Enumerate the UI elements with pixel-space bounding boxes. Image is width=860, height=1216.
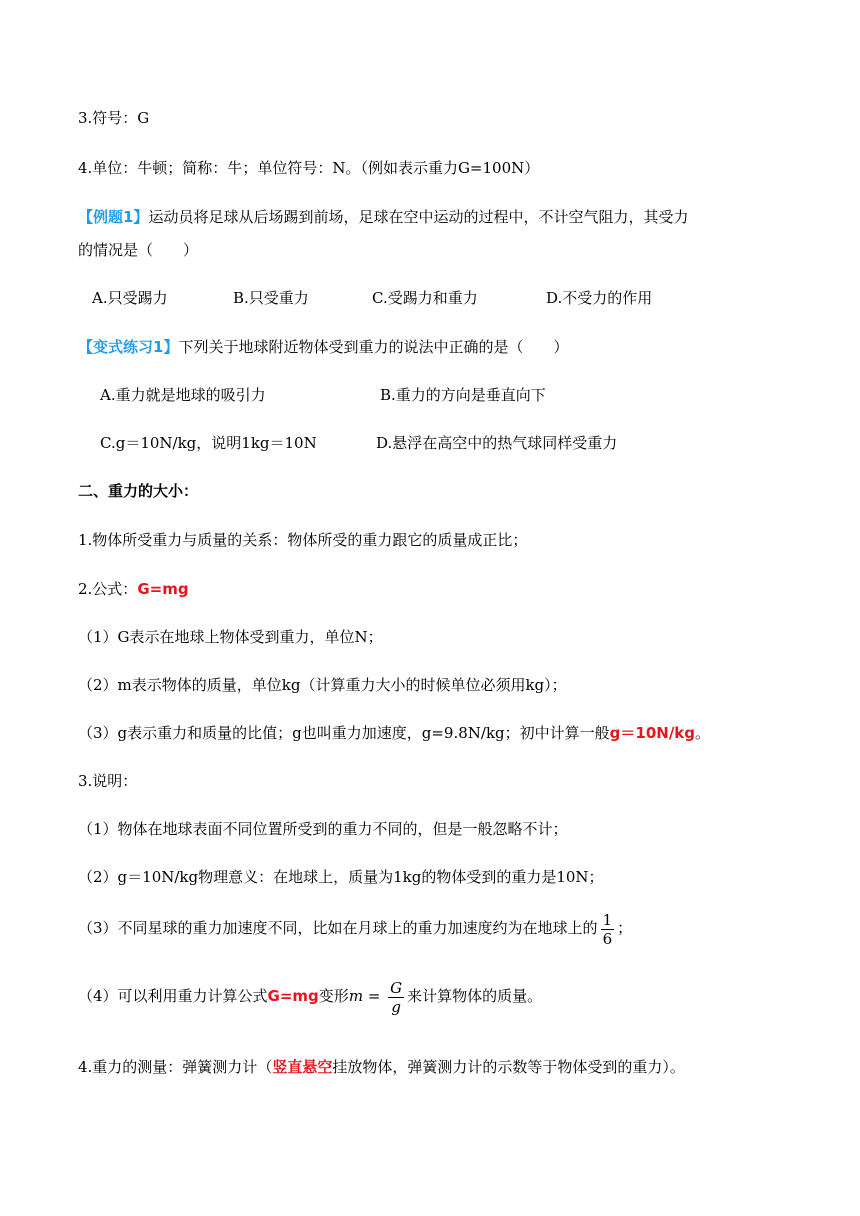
variant-1-text: 下列关于地球附近物体受到重力的说法中正确的是（ ） bbox=[178, 338, 569, 356]
note-item-4 bbox=[78, 976, 542, 1016]
formula-item-1: （1）G表示在地球上物体受到重力，单位N； bbox=[78, 628, 383, 646]
formula-g-value: g＝10N/kg bbox=[609, 724, 696, 742]
formula-item-2: （2）m表示物体的质量，单位kg（计算重力大小的时候单位必须用kg）； bbox=[78, 676, 567, 694]
section-2-heading: 二、重力的大小： bbox=[78, 482, 199, 500]
formula-prefix: 2.公式： bbox=[78, 580, 138, 598]
fraction-numerator-g: G bbox=[390, 978, 403, 997]
note-item-1: （1）物体在地球表面不同位置所受到的重力不同的，但是一般忽略不计； bbox=[78, 820, 568, 838]
note-item-2: （2）g＝10N/kg物理意义：在地球上，质量为1kg的物体受到的重力是10N； bbox=[78, 868, 604, 886]
formula-line bbox=[78, 578, 189, 600]
example-1-option-c: C.受踢力和重力 bbox=[372, 289, 478, 307]
formula-g-mg: G=mg bbox=[137, 580, 189, 598]
symbol-line: 3.符号：G bbox=[78, 109, 150, 127]
example-1-option-a: A.只受踢力 bbox=[92, 289, 168, 307]
formula-item-3 bbox=[78, 722, 710, 744]
measurement-line bbox=[78, 1056, 685, 1078]
example-1-tag: 【例题1】 bbox=[78, 208, 149, 226]
mass-variable: m bbox=[348, 987, 364, 1005]
note-item-3-end: ； bbox=[617, 919, 633, 937]
variant-1-tag: 【变式练习1】 bbox=[78, 338, 179, 356]
variant-1-option-a: A.重力就是地球的吸引力 bbox=[100, 386, 266, 404]
g-over-g-fraction bbox=[388, 979, 404, 1016]
variant-1-option-b: B.重力的方向是垂直向下 bbox=[380, 386, 546, 404]
example-1-line-2: 的情况是（ ） bbox=[78, 241, 199, 259]
note-item-4-mid: 变形 bbox=[318, 987, 349, 1005]
measurement-suffix: 挂放物体，弹簧测力计的示数等于物体受到的重力）。 bbox=[332, 1058, 685, 1076]
example-1-option-b: B.只受重力 bbox=[233, 289, 309, 307]
measurement-highlight: 竖直悬空 bbox=[272, 1058, 333, 1076]
measurement-prefix: 4.重力的测量：弹簧测力计（ bbox=[78, 1058, 273, 1076]
note-item-4-end: 来计算物体的质量。 bbox=[407, 987, 543, 1005]
unit-line: 4.单位：牛顿；简称：牛；单位符号：N。（例如表示重力G=100N） bbox=[78, 159, 540, 177]
example-1-text: 运动员将足球从后场踢到前场，足球在空中运动的过程中，不计空气阻力，其受力 bbox=[148, 208, 689, 226]
equals-sign: = bbox=[363, 987, 386, 1005]
note-item-4-text: （4）可以利用重力计算公式 bbox=[78, 987, 268, 1005]
formula-item-3-text: （3）g表示重力和质量的比值；g也叫重力加速度，g=9.8N/kg；初中计算一般 bbox=[78, 724, 610, 742]
formula-item-3-end: 。 bbox=[695, 724, 711, 742]
note-formula-g-mg: G=mg bbox=[267, 987, 319, 1005]
one-sixth-fraction bbox=[601, 911, 615, 948]
fraction-denominator: 6 bbox=[602, 929, 613, 948]
note-item-3-text: （3）不同星球的重力加速度不同，比如在月球上的重力加速度约为在地球上的 bbox=[78, 919, 598, 937]
example-1-option-d: D.不受力的作用 bbox=[546, 289, 653, 307]
fraction-denominator-g: g bbox=[391, 997, 401, 1016]
variant-1-option-c: C.g＝10N/kg，说明1kg＝10N bbox=[100, 434, 317, 452]
note-item-3 bbox=[78, 908, 632, 948]
variant-1-option-d: D.悬浮在高空中的热气球同样受重力 bbox=[376, 434, 618, 452]
variant-1-line bbox=[78, 336, 568, 358]
example-1-line-1 bbox=[78, 206, 688, 228]
notes-heading: 3.说明： bbox=[78, 772, 138, 790]
fraction-numerator: 1 bbox=[602, 910, 613, 929]
relation-line: 1.物体所受重力与质量的关系：物体所受的重力跟它的质量成正比； bbox=[78, 531, 528, 549]
